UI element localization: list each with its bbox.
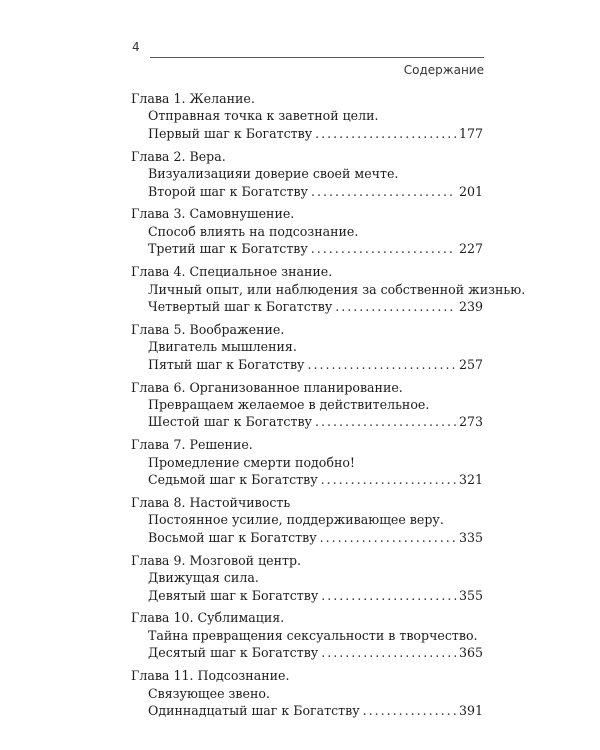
page-ref: 355: [458, 587, 483, 603]
dot-leader: [321, 644, 456, 661]
toc-step-line: [131, 240, 483, 257]
chapter-title: Глава 9. Мозговой центр.: [131, 552, 302, 568]
toc-entry: [131, 552, 483, 604]
dot-leader: [321, 587, 456, 604]
toc-step-line: [131, 471, 483, 488]
table-of-contents: [131, 90, 526, 725]
step-label: Восьмой шаг к Богатству: [148, 529, 317, 545]
chapter-title: Глава 5. Воображение.: [131, 321, 285, 337]
chapter-subtitle: Превращаем желаемое в действительное.: [148, 397, 430, 412]
page-ref: 177: [458, 125, 483, 141]
page-ref: 273: [458, 414, 483, 430]
toc-entry: [131, 494, 483, 546]
page-ref: 201: [458, 183, 483, 199]
toc-entry: [131, 667, 483, 719]
step-label: Одиннадцатый шаг к Богатству: [148, 703, 360, 718]
chapter-title: Глава 8. Настойчивость: [131, 495, 291, 511]
page-ref: 365: [458, 645, 483, 661]
page-ref: 335: [458, 529, 483, 545]
chapter-title: Глава 3. Самовнушение.: [131, 206, 295, 222]
chapter-subtitle: Двигатель мышления.: [148, 339, 297, 355]
chapter-subtitle: Способ влиять на подсознание.: [148, 223, 359, 239]
toc-step-line: [131, 356, 483, 373]
chapter-title: Глава 11. Подсознание.: [131, 668, 290, 684]
chapter-title: Глава 2. Вера.: [131, 148, 226, 164]
toc-step-line: [131, 529, 483, 546]
toc-entry: [131, 205, 483, 257]
toc-entry: [131, 379, 483, 431]
running-head: Содержание: [403, 63, 484, 77]
toc-entry: [131, 148, 483, 200]
step-label: Третий шаг к Богатству: [148, 241, 308, 257]
dot-leader: [311, 240, 456, 257]
page-ref: 257: [458, 356, 483, 372]
chapter-subtitle: Постоянное усилие, поддерживающее веру.: [148, 512, 444, 528]
chapter-title: Глава 10. Сублимация.: [131, 610, 285, 626]
toc-entry: [131, 263, 526, 315]
toc-step-line: [131, 702, 483, 719]
step-label: Седьмой шаг к Богатству: [148, 472, 318, 488]
dot-leader: [311, 183, 456, 200]
step-label: Десятый шаг к Богатству: [148, 645, 319, 661]
page-number: 4: [132, 40, 140, 54]
page-ref: 321: [458, 472, 483, 488]
step-label: Шестой шаг к Богатству: [148, 414, 312, 430]
page-ref: 391: [458, 703, 483, 718]
toc-entry: [131, 436, 483, 488]
step-label: Второй шаг к Богатству: [148, 183, 308, 199]
dot-leader: [315, 413, 456, 430]
dot-leader: [307, 356, 456, 373]
chapter-subtitle: Личный опыт, или наблюдения за собственной жизнью.: [148, 281, 526, 297]
chapter-title: Глава 4. Специальное знание.: [131, 264, 333, 280]
toc-entry: [131, 90, 483, 142]
toc-step-line: [131, 587, 483, 604]
chapter-title: Глава 7. Решение.: [131, 437, 253, 453]
page-ref: 239: [458, 298, 483, 314]
dot-leader: [335, 298, 456, 315]
dot-leader: [321, 471, 456, 488]
chapter-subtitle: Движущая сила.: [148, 570, 259, 586]
chapter-subtitle: Визуализацияи доверие своей мечте.: [148, 166, 399, 182]
toc-entry: [131, 321, 483, 373]
toc-step-line: [131, 183, 483, 200]
step-label: Девятый шаг к Богатству: [148, 587, 319, 603]
step-label: Пятый шаг к Богатству: [148, 356, 305, 372]
chapter-subtitle: Тайна превращения сексуальности в творчество.: [148, 627, 478, 643]
toc-step-line: [131, 644, 483, 661]
page-ref: 227: [458, 241, 483, 257]
toc-step-line: [131, 298, 483, 315]
toc-entry: [131, 609, 483, 661]
chapter-title: Глава 1. Желание.: [131, 91, 255, 106]
chapter-title: Глава 6. Организованное планирование.: [131, 379, 403, 395]
toc-step-line: [131, 125, 483, 142]
step-label: Первый шаг к Богатству: [148, 125, 313, 141]
toc-step-line: [131, 413, 483, 430]
header-rule: [150, 57, 484, 58]
chapter-subtitle: Отправная точка к заветной цели.: [148, 108, 379, 124]
step-label: Четвертый шаг к Богатству: [148, 298, 333, 314]
chapter-subtitle: Промедление смерти подобно!: [148, 454, 355, 470]
dot-leader: [363, 702, 456, 719]
chapter-subtitle: Связующее звено.: [148, 685, 270, 701]
dot-leader: [315, 125, 456, 142]
dot-leader: [320, 529, 456, 546]
